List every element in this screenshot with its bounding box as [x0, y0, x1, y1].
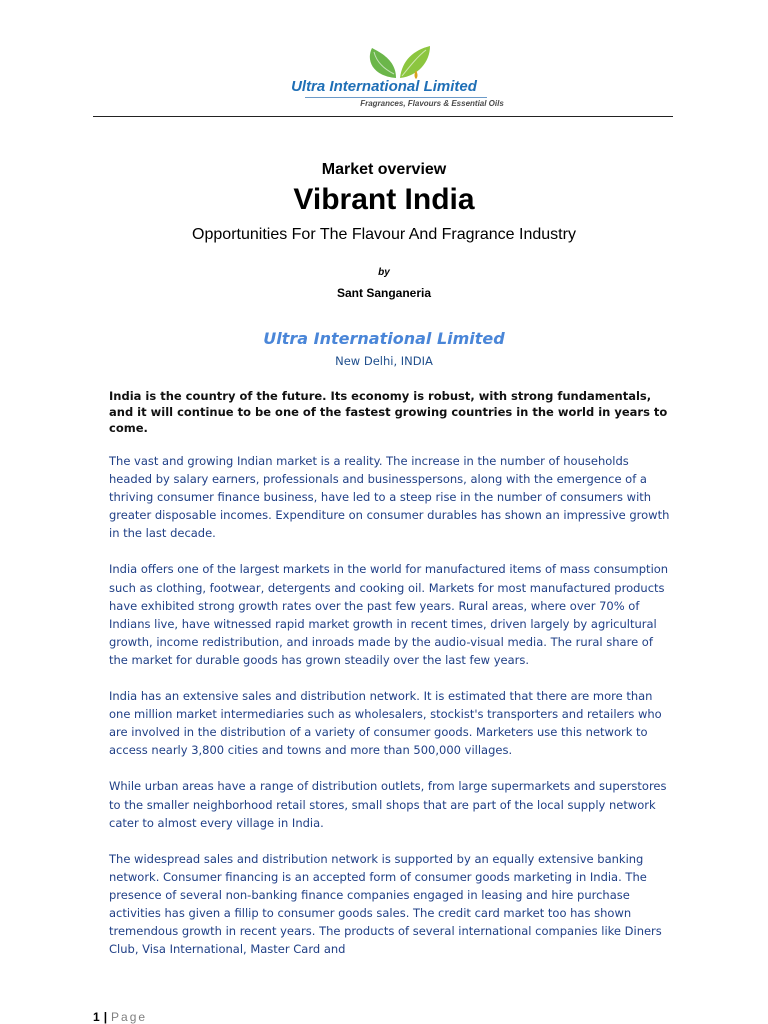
- byline-prefix: by: [378, 267, 390, 278]
- body-paragraph: India has an extensive sales and distribution network. It is estimated that there are more than one million market intermediaries such as wholesalers, stockist's transporters and retailers who are involved in the distribution of a variety of consumer goods. Marketers use this network to access nearly 3,800 cities and towns and more than 500,000 villages.: [109, 689, 662, 758]
- logo-company-name: Ultra International Limited: [291, 78, 477, 95]
- header-divider: [93, 116, 673, 117]
- document-title: Vibrant India: [293, 183, 475, 216]
- company-location: New Delhi, INDIA: [335, 354, 433, 368]
- company-name: Ultra International Limited: [263, 329, 505, 348]
- lead-paragraph: India is the country of the future. Its economy is robust, with strong fundamentals, and it will continue to be one of the fastest growing countries in the world in years to come.: [109, 389, 668, 436]
- author-name: Sant Sanganeria: [336, 286, 432, 300]
- leaf-logo-icon: [364, 44, 434, 80]
- article-body: [109, 452, 674, 976]
- body-paragraph: India offers one of the largest markets in the world for manufactured items of mass consumption such as clothing, footwear, detergents and cooking oil. Markets for most manufactured products have exhibited strong growth rates over the past few years. Rural areas, where over 70% of Indians live, have witnessed rapid market growth in recent times, driven largely by agricultural growth, income redistribution, and inroads made by the audio-visual media. The rural share of the market for durable goods has grown steadily over the last few years.: [109, 562, 669, 667]
- page-number: 1: [93, 1010, 100, 1024]
- document-subtitle: Opportunities For The Flavour And Fragrance Industry: [192, 226, 576, 243]
- body-paragraph: While urban areas have a range of distribution outlets, from large supermarkets and superstores to the smaller neighborhood retail stores, small shops that are part of the local supply network cater to almost every village in India.: [109, 779, 667, 830]
- body-paragraph: The vast and growing Indian market is a reality. The increase in the number of households headed by salary earners, professionals and businesspersons, along with the emergence of a thriving consumer finance business, have led to a steep rise in the number of consumers with greater disposable incomes. Expenditure on consumer durables has shown an impressive growth in the last decade.: [109, 454, 670, 541]
- company-logo: [0, 44, 768, 108]
- logo-tagline: Fragrances, Flavours & Essential Oils: [360, 99, 504, 108]
- footer-separator: |: [103, 1010, 108, 1024]
- logo-divider: [305, 97, 487, 98]
- page-label: Page: [111, 1010, 148, 1024]
- section-kicker: Market overview: [321, 161, 447, 178]
- body-paragraph: The widespread sales and distribution network is supported by an equally extensive banking network. Consumer financing is an accepted form of consumer goods marketing in India. The presence of several non-banking finance companies engaged in leasing and hire purchase activities has given a fillip to consumer goods sales. The credit card market too has shown tremendous growth in recent years. The products of several international companies like Diners Club, Visa International, Master Card and: [109, 851, 662, 957]
- page-footer: [93, 1010, 147, 1024]
